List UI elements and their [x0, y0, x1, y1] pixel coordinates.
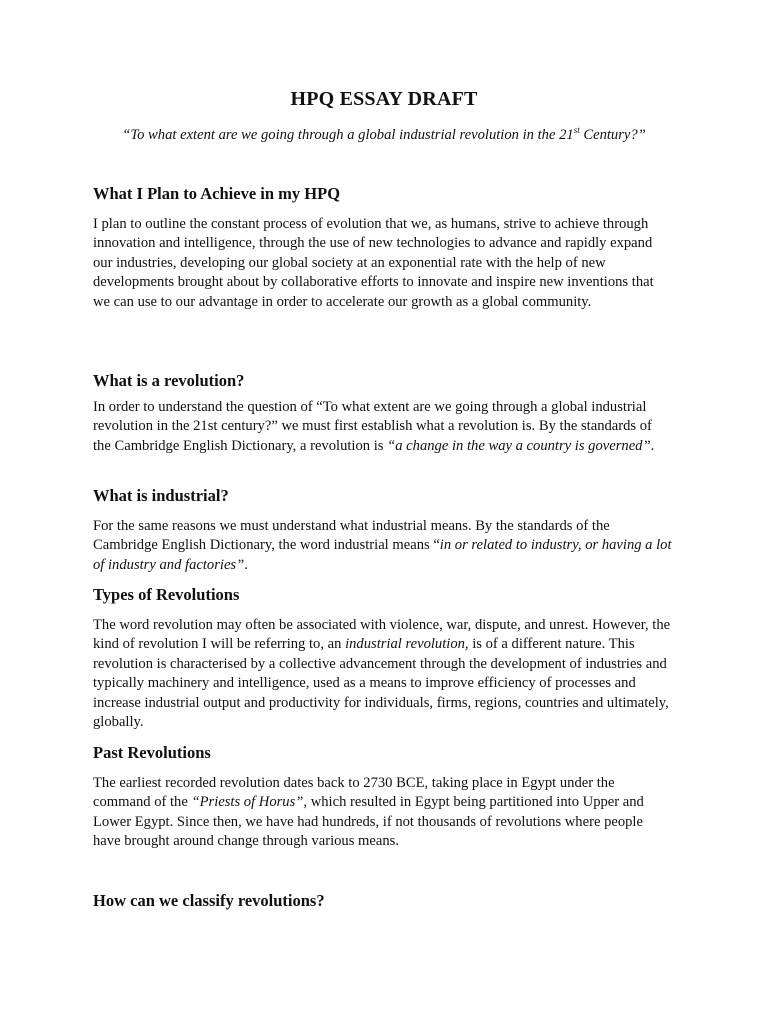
subtitle-text: “To what extent are we going through a global industrial revolution in the 21: [122, 126, 574, 143]
subtitle-text-end: Century?”: [579, 126, 646, 143]
heading-plan: What I Plan to Achieve in my HPQ: [93, 184, 341, 203]
industrial-revolution-emphasis: industrial revolution,: [345, 636, 469, 653]
heading-classify: How can we classify revolutions?: [93, 891, 325, 910]
paragraph-past: [93, 774, 673, 852]
paragraph-industrial: [93, 517, 673, 575]
document-subtitle: [0, 125, 768, 144]
paragraph-types-text: The word revolution may often be associated with violence, war, dispute, and unrest. However, the kind of revolution I will be referring to, an: [93, 617, 671, 653]
heading-types: Types of Revolutions: [93, 585, 240, 604]
paragraph-types: [93, 616, 673, 732]
document-title: HPQ ESSAY DRAFT: [290, 88, 478, 110]
paragraph-revolution-end: .: [650, 437, 655, 454]
paragraph-revolution-text: In order to understand the question of “To what extent are we going through a global industrial revolution in the 21st century?” we must first establish what a revolution is. By the standards of the Cambridge English Dictionary, a revolution is: [93, 399, 652, 454]
paragraph-revolution: [93, 398, 673, 456]
revolution-definition-quote: “a change in the way a country is governed”: [387, 437, 651, 454]
paragraph-plan: I plan to outline the constant process of evolution that we, as humans, strive to achieve through innovation and intelligence, through the use of new technologies to advance and rapidly expand our industries, developing our global society at an exponential rate with the help of new developments brought about by collaborative efforts to innovate and inspire new inventions that we can use to our advantage in order to accelerate our growth as a global community.: [93, 216, 654, 310]
paragraph-industrial-end: .: [244, 556, 248, 573]
paragraph-past-text-end: which resulted in Egypt being partitioned into Upper and Lower Egypt. Since then, we have had hundreds, if not thousands of revolutions where people have brought around change through various means.: [93, 794, 644, 850]
heading-past: Past Revolutions: [93, 743, 211, 762]
paragraph-industrial-text: For the same reasons we must understand what industrial means. By the standards of the Cambridge English Dictionary, the word industrial means “: [93, 518, 610, 554]
paragraph-types-text-end: is of a different nature. This revolution is characterised by a collective advancement through the development of industries and typically machinery and intelligence, used as a means to improve efficiency of processes and increase industrial output and productivity for individuals, firms, regions, countries and ultimately, globally.: [93, 636, 669, 731]
priests-of-horus-quote: “Priests of Horus”,: [191, 794, 308, 811]
industrial-definition-quote: in or related to industry, or having a lot of industry and factories”: [93, 537, 672, 573]
paragraph-past-text: The earliest recorded revolution dates back to 2730 BCE, taking place in Egypt under the command of the: [93, 775, 615, 811]
heading-revolution: What is a revolution?: [93, 371, 245, 390]
subtitle-superscript: st: [573, 125, 580, 135]
heading-industrial: What is industrial?: [93, 486, 229, 505]
